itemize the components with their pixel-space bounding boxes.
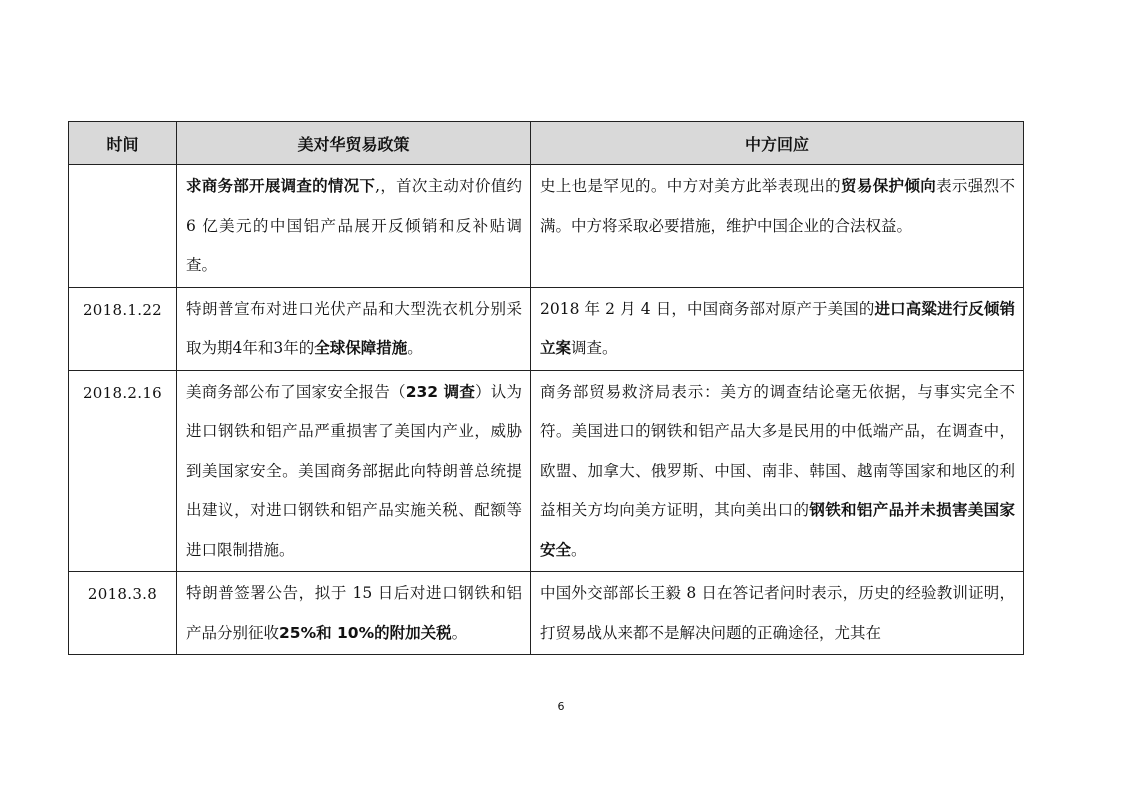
body-text: 表示强烈不满。中方将采取必要措施，维护中国企业的合法权益。	[540, 177, 1015, 235]
body-text: 商务部贸易救济局表示：美方的调查结论毫无依据，与事实完全不符。美国进口的钢铁和铝产品大多是民用的中低端产品，在调查中，欧盟、加拿大、俄罗斯、中国、南非、韩国、越南等国家和地区的利益相关方均向美方证明，其向美出口的	[540, 382, 1015, 519]
table-row	[69, 572, 1024, 655]
us-policy-cell	[177, 287, 531, 370]
china-response-cell	[531, 370, 1024, 572]
emphasis-text: 求商务部开展调查的情况下	[186, 177, 376, 195]
table-header-row	[69, 122, 1024, 165]
body-text: 特朗普签署公告，拟于 15 日后对进口钢铁和铝产品分别征收	[186, 584, 522, 642]
body-text: 美商务部公布了国家安全报告（	[186, 382, 406, 401]
header-china-response: 中方回应	[531, 122, 1024, 165]
body-text: 。	[451, 623, 468, 642]
policy-response-table	[68, 121, 1024, 655]
body-text: 。	[571, 540, 587, 559]
header-us-policy: 美对华贸易政策	[177, 122, 531, 165]
table-row	[69, 370, 1024, 572]
us-policy-cell	[177, 165, 531, 288]
body-text: 。	[407, 339, 423, 357]
time-cell: 2018.2.16	[69, 370, 177, 572]
emphasis-text: 232 调查	[405, 382, 476, 401]
page-number: 6	[557, 700, 565, 713]
body-text: ,，首次主动对价值约 6 亿美元的中国铝产品展开反倾销和反补贴调查。	[186, 177, 522, 274]
table-row	[69, 287, 1024, 370]
emphasis-text: 全球保障措施	[314, 339, 408, 357]
body-text: 调查。	[571, 339, 618, 357]
body-text: 史上也是罕见的。中方对美方此举表现出的	[540, 177, 842, 195]
emphasis-text: 贸易保护倾向	[841, 177, 937, 195]
body-text: 2018 年 2 月 4 日，中国商务部对原产于美国的	[540, 299, 875, 318]
body-text: ）认为进口钢铁和铝产品严重损害了美国内产业，威胁到美国家安全。美国商务部据此向特朗普总统提出建议，对进口钢铁和铝产品实施关税、配额等进口限制措施。	[186, 382, 522, 559]
header-time: 时间	[69, 122, 177, 165]
emphasis-text: 钢铁和铝产品并未损害美国家安全	[540, 501, 1015, 559]
china-response-cell	[531, 572, 1024, 655]
table-row	[69, 165, 1024, 288]
time-cell	[69, 165, 177, 288]
emphasis-text: 进口高粱进行反倾销立案	[540, 299, 1015, 357]
emphasis-text: 25%和 10%的附加关税	[279, 623, 452, 642]
us-policy-cell	[177, 370, 531, 572]
body-text: 特朗普宣布对进口光伏产品和大型洗衣机分别采取为期4年和3年的	[186, 299, 522, 357]
us-policy-cell	[177, 572, 531, 655]
china-response-cell	[531, 165, 1024, 288]
time-cell: 2018.1.22	[69, 287, 177, 370]
time-cell: 2018.3.8	[69, 572, 177, 655]
body-text: 中国外交部部长王毅 8 日在答记者问时表示，历史的经验教训证明，打贸易战从来都不是解决问题的正确途径，尤其在	[540, 584, 1015, 642]
china-response-cell	[531, 287, 1024, 370]
